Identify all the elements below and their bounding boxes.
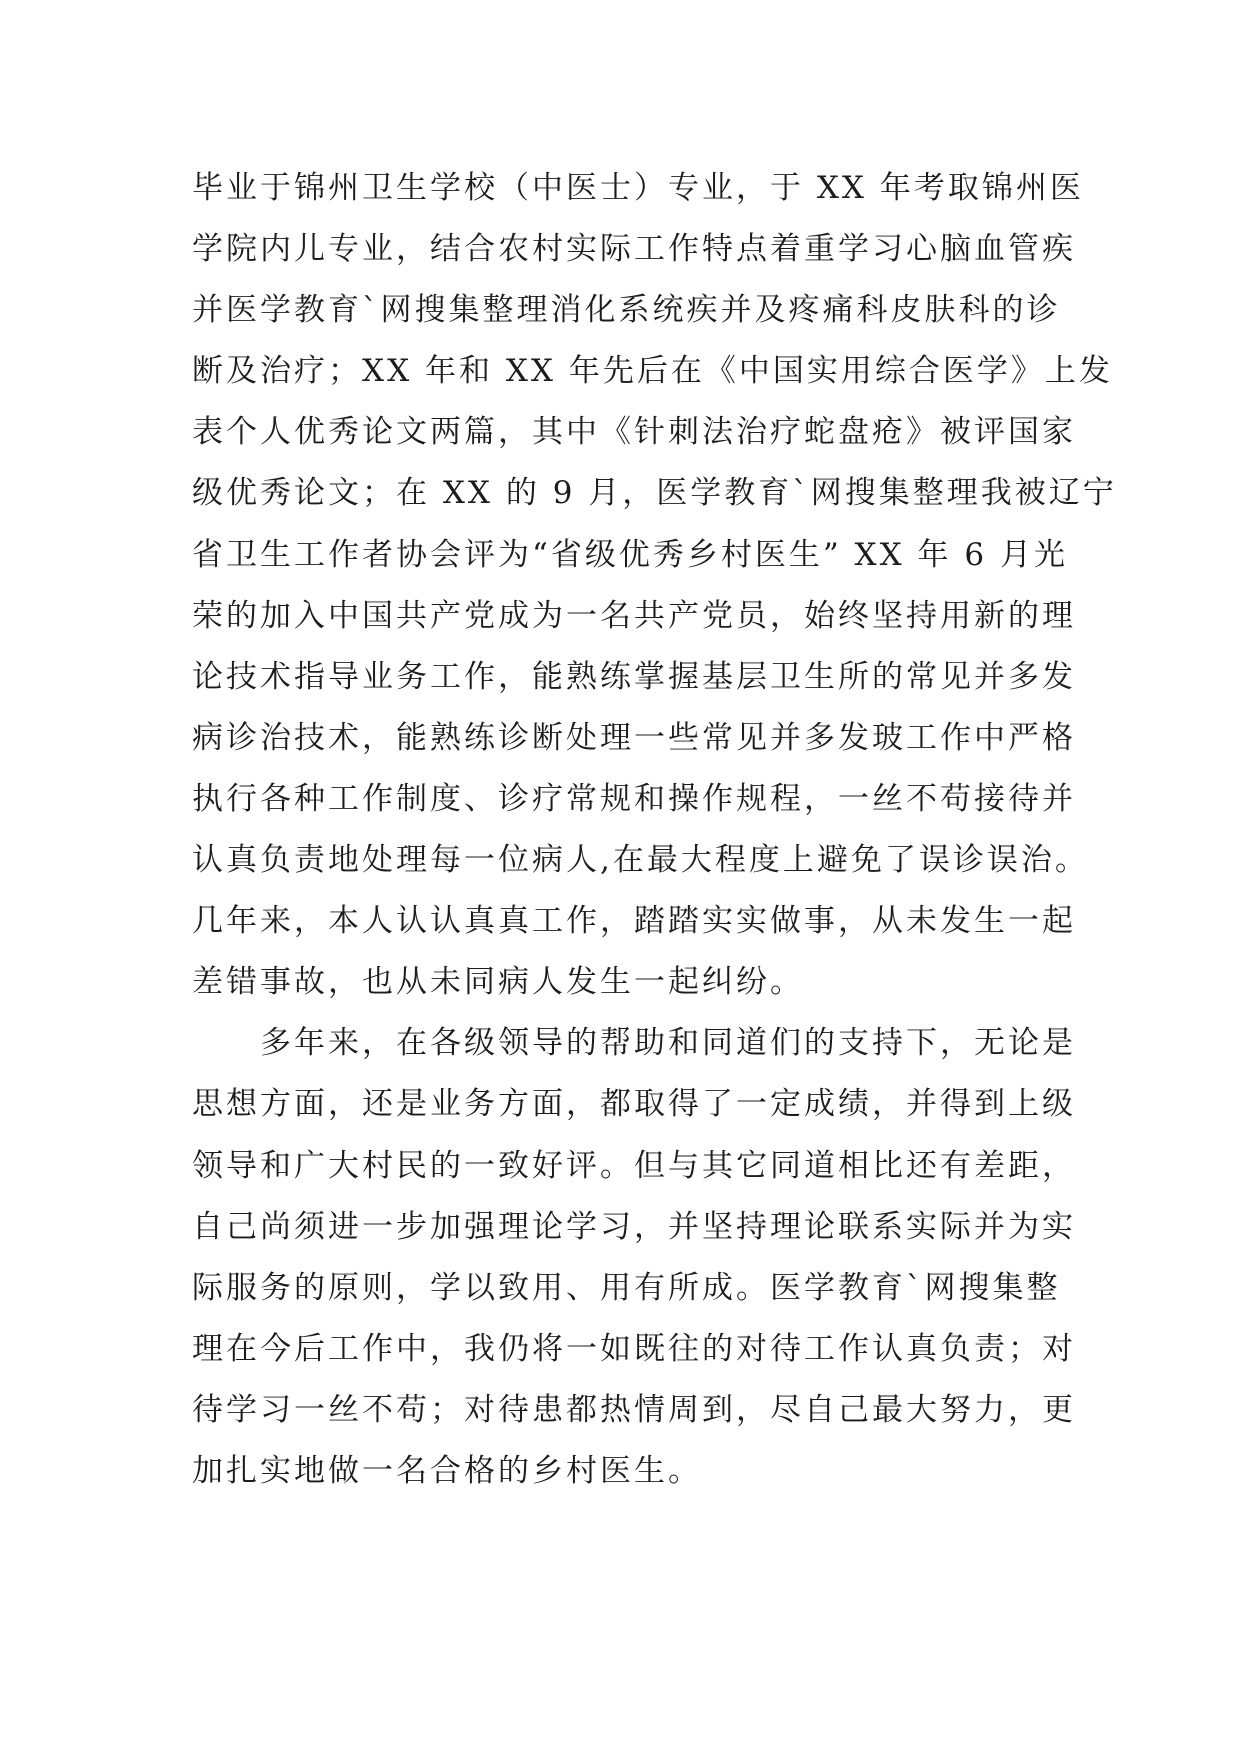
text-line: 论技术指导业务工作，能熟练掌握基层卫生所的常见并多发 — [192, 658, 1076, 695]
text-line: 多年来，在各级领导的帮助和同道们的支持下，无论是 — [260, 1025, 1076, 1062]
text-line: 断及治疗；XX 年和 XX 年先后在《中国实用综合医学》上发 — [192, 353, 1113, 390]
text-line: 病诊治技术，能熟练诊断处理一些常见并多发玻工作中严格 — [192, 719, 1076, 756]
text-line: 省卫生工作者协会评为“省级优秀乡村医生” XX 年 6 月光 — [192, 536, 1068, 573]
text-line: 理在今后工作中，我仍将一如既往的对待工作认真负责；对 — [192, 1330, 1076, 1367]
text-line: 思想方面，还是业务方面，都取得了一定成绩，并得到上级 — [192, 1086, 1076, 1123]
text-line: 执行各种工作制度、诊疗常规和操作规程，一丝不苟接待并 — [192, 780, 1076, 817]
text-line: 学院内儿专业，结合农村实际工作特点着重学习心脑血管疾 — [192, 231, 1076, 268]
text-line: 并医学教育`网搜集整理消化系统疾并及疼痛科皮肤科的诊 — [192, 292, 1061, 329]
text-line: 级优秀论文；在 XX 的 9 月，医学教育`网搜集整理我被辽宁 — [192, 475, 1117, 512]
text-line: 毕业于锦州卫生学校（中医士）专业，于 XX 年考取锦州医 — [192, 170, 1084, 206]
text-line: 几年来，本人认认真真工作，踏踏实实做事，从未发生一起 — [192, 903, 1076, 940]
paragraph-1 — [192, 158, 1117, 1013]
text-line: 表个人优秀论文两篇，其中《针刺法治疗蛇盘疮》被评国家 — [192, 414, 1076, 451]
text-line: 待学习一丝不苟；对待患都热情周到，尽自己最大努力，更 — [192, 1391, 1076, 1428]
text-line: 领导和广大村民的一致好评。但与其它同道相比还有差距， — [192, 1147, 1076, 1184]
text-line: 差错事故，也从未同病人发生一起纠纷。 — [192, 964, 804, 1001]
text-line: 加扎实地做一名合格的乡村医生。 — [192, 1452, 702, 1489]
paragraph-2 — [192, 1013, 1076, 1502]
text-line: 认真负责地处理每一位病人,在最大程度上避免了误诊误治。 — [192, 842, 1089, 879]
text-line: 荣的加入中国共产党成为一名共产党员，始终坚持用新的理 — [192, 597, 1076, 634]
text-line: 自己尚须进一步加强理论学习，并坚持理论联系实际并为实 — [192, 1208, 1076, 1245]
document-body — [192, 158, 1117, 1502]
text-line: 际服务的原则，学以致用、用有所成。医学教育`网搜集整 — [192, 1269, 1061, 1306]
